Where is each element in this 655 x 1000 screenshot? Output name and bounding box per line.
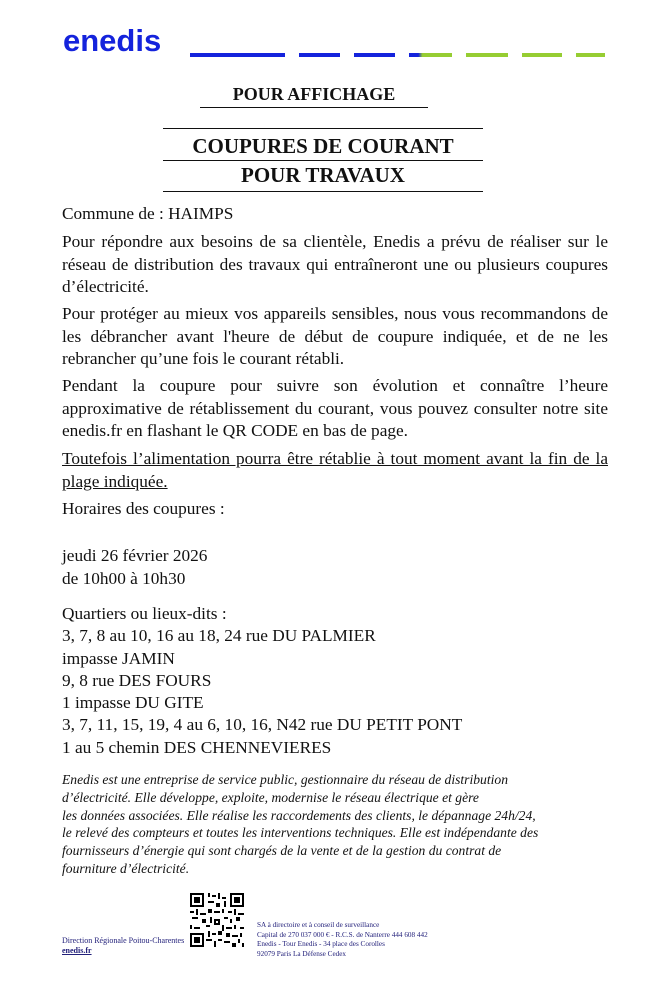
schedule-time: de 10h00 à 10h30: [62, 569, 186, 588]
disclaimer: [62, 771, 608, 878]
legal-line: 92079 Paris La Défense Cedex: [257, 949, 347, 958]
paragraph-2: Pour protéger au mieux vos appareils sensibles, nous vous recommandons de les débrancher avant l'heure de début de coupure indiquée, et de ne les rebrancher qu’une fois le courant rétabli.: [62, 304, 608, 368]
disclaimer-line: fournisseurs d’énergie qui sont chargés de la vente et de la gestion du contrat de: [62, 843, 502, 859]
direction-label: Direction Régionale Poitou-Charentes: [62, 936, 185, 945]
footer-legal: [257, 921, 428, 959]
page-title: [163, 128, 483, 192]
qr-code-icon[interactable]: [190, 893, 244, 947]
disclaimer-line: d’électricité. Elle développe, exploite, modernise le réseau électrique et gère: [62, 789, 479, 805]
schedule-date: jeudi 26 février 2026: [62, 546, 208, 565]
disclaimer-line: le relevé des compteurs et toutes les interventions techniques. Elle est indépendante des: [62, 825, 539, 841]
paragraph-1: Pour répondre aux besoins de sa clientèle, Enedis a prévu de réaliser sur le réseau de distribution des travaux qui entraîneront une ou plusieurs coupures d’électricité.: [62, 232, 608, 296]
disclaimer-line: Enedis est une entreprise de service public, gestionnaire du réseau de distribution: [62, 772, 508, 787]
logo-underline: [190, 53, 605, 57]
website-link[interactable]: enedis.fr: [62, 946, 92, 955]
paragraph-4-underlined: Toutefois l’alimentation pourra être rétablie à tout moment avant la fin de la plage indiquée.: [62, 449, 608, 491]
disclaimer-line: les données associées. Elle réalise les raccordements des clients, le dépannage 24h/24,: [62, 807, 536, 823]
paragraph-3: Pendant la coupure pour suivre son évolution et connaître l’heure approximative de rétablissement du courant, vous pouvez consulter notre site enedis.fr en flashant le QR CODE en bas de page.: [62, 376, 608, 440]
enedis-logo: [63, 23, 203, 58]
commune: Commune de : HAIMPS: [62, 204, 234, 223]
pour-affichage-heading: POUR AFFICHAGE: [200, 84, 428, 108]
title-line-1: COUPURES DE COURANT: [192, 134, 454, 158]
locations-label: Quartiers ou lieux-dits :: [62, 604, 227, 623]
title-line-2: POUR TRAVAUX: [241, 163, 405, 187]
legal-line: SA à directoire et à conseil de surveillance: [257, 921, 380, 929]
location-item: 3, 7, 11, 15, 19, 4 au 6, 10, 16, N42 rue DU PETIT PONT: [62, 715, 463, 734]
location-item: 3, 7, 8 au 10, 16 au 18, 24 rue DU PALMIER: [62, 626, 376, 645]
location-item: 1 au 5 chemin DES CHENNEVIERES: [62, 738, 332, 757]
location-item: 9, 8 rue DES FOURS: [62, 671, 212, 690]
disclaimer-line: fourniture d’électricité.: [62, 860, 190, 876]
logo-text: enedis: [63, 23, 162, 58]
legal-line: Enedis - Tour Enedis - 34 place des Corolles: [257, 940, 385, 948]
location-item: 1 impasse DU GITE: [62, 693, 204, 712]
location-item: impasse JAMIN: [62, 649, 175, 668]
footer-direction: [62, 936, 184, 956]
title-rule-bottom: [163, 191, 483, 192]
legal-line: Capital de 270 037 000 € - R.C.S. de Nanterre 444 608 442: [257, 930, 428, 939]
schedule-label: Horaires des coupures :: [62, 499, 225, 518]
